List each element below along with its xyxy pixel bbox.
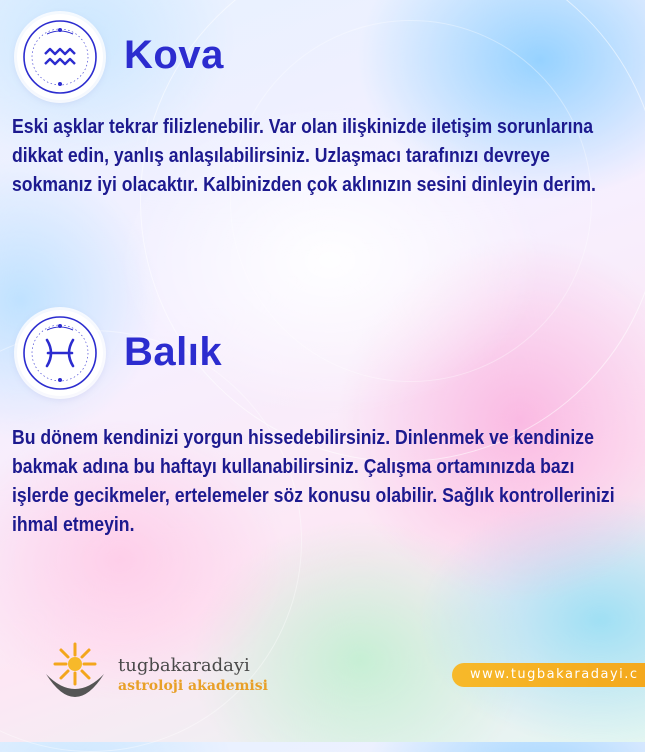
brand-name: tugbakaradayi bbox=[118, 655, 250, 676]
pisces-icon bbox=[17, 310, 103, 396]
sign-title-kova: Kova bbox=[124, 33, 224, 77]
background-halo bbox=[230, 20, 592, 382]
aquarius-icon bbox=[17, 14, 103, 100]
brand-logo-icon bbox=[40, 638, 110, 708]
sign-text-kova: Eski aşklar tekrar filizlenebilir. Var olan ilişkinizde iletişim sorunlarına dikkat edin, yanlış anlaşılabilirsiniz. Uzlaşmacı tarafınızı devreye sokmanız iyi olacaktır. Kalbinizden çok aklınızın sesini dinleyin derim. bbox=[12, 115, 596, 196]
brand-subtitle: astroloji akademisi bbox=[118, 678, 268, 694]
sign-text-balik: Bu dönem kendinizi yorgun hissedebilirsiniz. Dinlenmek ve kendinize bakmak adına bu haftayı kullanabilirsiniz. Çalışma ortamınızda bazı işlerde gecikmeler, ertelemeler söz konusu olabilir. Sağlık kontrollerinizi ihmal etmeyin. bbox=[12, 426, 615, 536]
website-url[interactable]: www.tugbakaradayi.c bbox=[470, 667, 639, 682]
sign-title-balik: Balık bbox=[124, 330, 223, 374]
website-url-bar[interactable] bbox=[452, 663, 645, 687]
